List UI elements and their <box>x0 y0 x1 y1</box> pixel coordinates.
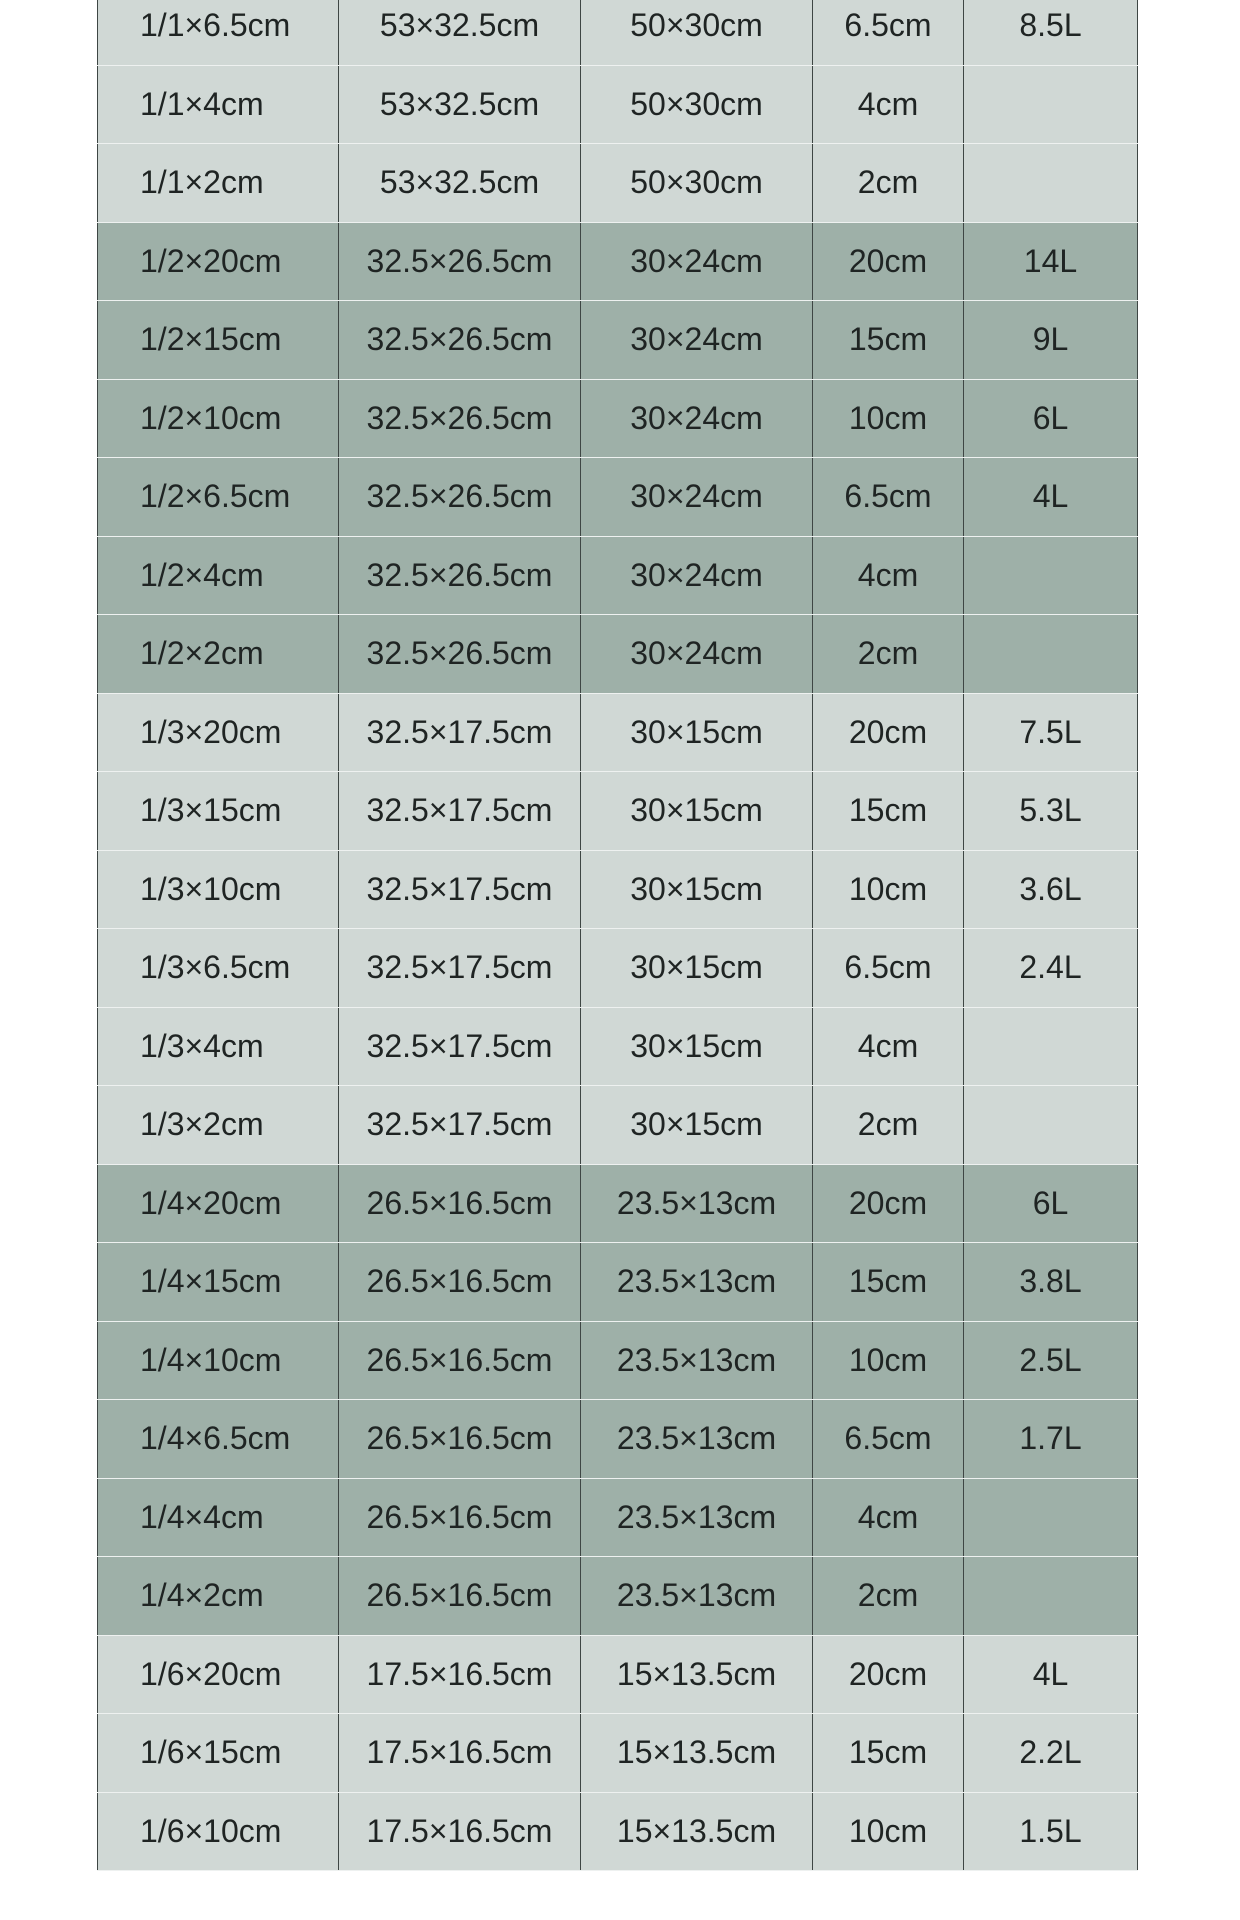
depth-cell: 4cm <box>813 1007 964 1086</box>
capacity-cell <box>964 65 1138 144</box>
inner-dimension-cell: 23.5×13cm <box>581 1557 813 1636</box>
capacity-cell: 1.5L <box>964 1792 1138 1871</box>
depth-cell: 6.5cm <box>813 0 964 65</box>
outer-dimension-cell: 26.5×16.5cm <box>339 1164 581 1243</box>
size-cell: 1/2×20cm <box>98 222 339 301</box>
outer-dimension-cell: 26.5×16.5cm <box>339 1400 581 1479</box>
inner-dimension-cell: 30×24cm <box>581 301 813 380</box>
capacity-cell: 3.8L <box>964 1243 1138 1322</box>
inner-dimension-cell: 30×15cm <box>581 1007 813 1086</box>
capacity-cell <box>964 615 1138 694</box>
inner-dimension-cell: 15×13.5cm <box>581 1635 813 1714</box>
capacity-cell: 9L <box>964 301 1138 380</box>
capacity-cell: 2.4L <box>964 929 1138 1008</box>
outer-dimension-cell: 32.5×17.5cm <box>339 772 581 851</box>
outer-dimension-cell: 32.5×26.5cm <box>339 536 581 615</box>
table-row <box>98 1478 1138 1557</box>
table-row <box>98 1714 1138 1793</box>
capacity-cell: 6L <box>964 379 1138 458</box>
outer-dimension-cell: 26.5×16.5cm <box>339 1557 581 1636</box>
inner-dimension-cell: 23.5×13cm <box>581 1478 813 1557</box>
size-cell: 1/4×6.5cm <box>98 1400 339 1479</box>
table-row <box>98 1086 1138 1165</box>
size-cell: 1/3×2cm <box>98 1086 339 1165</box>
depth-cell: 10cm <box>813 1792 964 1871</box>
outer-dimension-cell: 32.5×17.5cm <box>339 1007 581 1086</box>
table-row <box>98 1164 1138 1243</box>
inner-dimension-cell: 30×24cm <box>581 222 813 301</box>
capacity-cell: 2.5L <box>964 1321 1138 1400</box>
table-row <box>98 850 1138 929</box>
outer-dimension-cell: 53×32.5cm <box>339 144 581 223</box>
inner-dimension-cell: 50×30cm <box>581 65 813 144</box>
outer-dimension-cell: 17.5×16.5cm <box>339 1635 581 1714</box>
capacity-cell: 14L <box>964 222 1138 301</box>
inner-dimension-cell: 30×24cm <box>581 615 813 694</box>
capacity-cell: 7.5L <box>964 693 1138 772</box>
depth-cell: 10cm <box>813 379 964 458</box>
table-row <box>98 65 1138 144</box>
size-cell: 1/4×15cm <box>98 1243 339 1322</box>
capacity-cell: 2.2L <box>964 1714 1138 1793</box>
capacity-cell: 3.6L <box>964 850 1138 929</box>
inner-dimension-cell: 30×15cm <box>581 850 813 929</box>
capacity-cell <box>964 1086 1138 1165</box>
outer-dimension-cell: 32.5×26.5cm <box>339 301 581 380</box>
outer-dimension-cell: 32.5×17.5cm <box>339 850 581 929</box>
size-spec-table <box>97 0 1138 1871</box>
size-cell: 1/2×6.5cm <box>98 458 339 537</box>
depth-cell: 4cm <box>813 1478 964 1557</box>
outer-dimension-cell: 17.5×16.5cm <box>339 1792 581 1871</box>
size-cell: 1/1×6.5cm <box>98 0 339 65</box>
depth-cell: 6.5cm <box>813 929 964 1008</box>
size-spec-table-body <box>98 0 1138 1871</box>
table-row <box>98 1321 1138 1400</box>
depth-cell: 6.5cm <box>813 458 964 537</box>
size-cell: 1/4×10cm <box>98 1321 339 1400</box>
size-cell: 1/3×20cm <box>98 693 339 772</box>
depth-cell: 20cm <box>813 1164 964 1243</box>
size-cell: 1/3×4cm <box>98 1007 339 1086</box>
capacity-cell: 1.7L <box>964 1400 1138 1479</box>
inner-dimension-cell: 30×24cm <box>581 458 813 537</box>
size-spec-table-container <box>97 0 1137 1871</box>
table-row <box>98 458 1138 537</box>
depth-cell: 4cm <box>813 65 964 144</box>
inner-dimension-cell: 30×24cm <box>581 536 813 615</box>
depth-cell: 15cm <box>813 301 964 380</box>
outer-dimension-cell: 26.5×16.5cm <box>339 1243 581 1322</box>
capacity-cell <box>964 144 1138 223</box>
table-row <box>98 1635 1138 1714</box>
table-row <box>98 772 1138 851</box>
capacity-cell <box>964 1007 1138 1086</box>
depth-cell: 2cm <box>813 144 964 223</box>
depth-cell: 15cm <box>813 772 964 851</box>
depth-cell: 15cm <box>813 1243 964 1322</box>
size-cell: 1/4×2cm <box>98 1557 339 1636</box>
depth-cell: 2cm <box>813 615 964 694</box>
table-row <box>98 222 1138 301</box>
size-cell: 1/4×20cm <box>98 1164 339 1243</box>
outer-dimension-cell: 32.5×17.5cm <box>339 929 581 1008</box>
outer-dimension-cell: 26.5×16.5cm <box>339 1321 581 1400</box>
table-row <box>98 144 1138 223</box>
depth-cell: 4cm <box>813 536 964 615</box>
table-row <box>98 1243 1138 1322</box>
inner-dimension-cell: 30×15cm <box>581 1086 813 1165</box>
outer-dimension-cell: 53×32.5cm <box>339 0 581 65</box>
table-row <box>98 1557 1138 1636</box>
inner-dimension-cell: 23.5×13cm <box>581 1321 813 1400</box>
outer-dimension-cell: 32.5×26.5cm <box>339 615 581 694</box>
table-row <box>98 929 1138 1008</box>
inner-dimension-cell: 15×13.5cm <box>581 1792 813 1871</box>
depth-cell: 10cm <box>813 850 964 929</box>
outer-dimension-cell: 53×32.5cm <box>339 65 581 144</box>
size-cell: 1/1×2cm <box>98 144 339 223</box>
depth-cell: 2cm <box>813 1557 964 1636</box>
size-cell: 1/6×10cm <box>98 1792 339 1871</box>
inner-dimension-cell: 30×15cm <box>581 929 813 1008</box>
inner-dimension-cell: 15×13.5cm <box>581 1714 813 1793</box>
depth-cell: 20cm <box>813 1635 964 1714</box>
size-cell: 1/4×4cm <box>98 1478 339 1557</box>
table-row <box>98 379 1138 458</box>
capacity-cell: 4L <box>964 458 1138 537</box>
outer-dimension-cell: 17.5×16.5cm <box>339 1714 581 1793</box>
inner-dimension-cell: 23.5×13cm <box>581 1164 813 1243</box>
size-cell: 1/1×4cm <box>98 65 339 144</box>
size-cell: 1/2×4cm <box>98 536 339 615</box>
capacity-cell <box>964 536 1138 615</box>
size-cell: 1/3×6.5cm <box>98 929 339 1008</box>
capacity-cell: 8.5L <box>964 0 1138 65</box>
capacity-cell: 6L <box>964 1164 1138 1243</box>
size-cell: 1/2×2cm <box>98 615 339 694</box>
size-cell: 1/3×10cm <box>98 850 339 929</box>
table-row <box>98 615 1138 694</box>
inner-dimension-cell: 50×30cm <box>581 144 813 223</box>
inner-dimension-cell: 30×24cm <box>581 379 813 458</box>
size-cell: 1/3×15cm <box>98 772 339 851</box>
table-row <box>98 0 1138 65</box>
capacity-cell <box>964 1478 1138 1557</box>
size-cell: 1/2×15cm <box>98 301 339 380</box>
capacity-cell <box>964 1557 1138 1636</box>
depth-cell: 20cm <box>813 222 964 301</box>
table-row <box>98 693 1138 772</box>
capacity-cell: 5.3L <box>964 772 1138 851</box>
table-row <box>98 1400 1138 1479</box>
size-cell: 1/6×20cm <box>98 1635 339 1714</box>
outer-dimension-cell: 32.5×17.5cm <box>339 693 581 772</box>
inner-dimension-cell: 23.5×13cm <box>581 1400 813 1479</box>
depth-cell: 6.5cm <box>813 1400 964 1479</box>
table-row <box>98 301 1138 380</box>
outer-dimension-cell: 32.5×17.5cm <box>339 1086 581 1165</box>
inner-dimension-cell: 50×30cm <box>581 0 813 65</box>
depth-cell: 15cm <box>813 1714 964 1793</box>
outer-dimension-cell: 26.5×16.5cm <box>339 1478 581 1557</box>
depth-cell: 2cm <box>813 1086 964 1165</box>
inner-dimension-cell: 23.5×13cm <box>581 1243 813 1322</box>
outer-dimension-cell: 32.5×26.5cm <box>339 222 581 301</box>
table-row <box>98 536 1138 615</box>
table-row <box>98 1007 1138 1086</box>
inner-dimension-cell: 30×15cm <box>581 693 813 772</box>
outer-dimension-cell: 32.5×26.5cm <box>339 458 581 537</box>
outer-dimension-cell: 32.5×26.5cm <box>339 379 581 458</box>
inner-dimension-cell: 30×15cm <box>581 772 813 851</box>
depth-cell: 10cm <box>813 1321 964 1400</box>
depth-cell: 20cm <box>813 693 964 772</box>
capacity-cell: 4L <box>964 1635 1138 1714</box>
size-cell: 1/6×15cm <box>98 1714 339 1793</box>
size-cell: 1/2×10cm <box>98 379 339 458</box>
table-row <box>98 1792 1138 1871</box>
